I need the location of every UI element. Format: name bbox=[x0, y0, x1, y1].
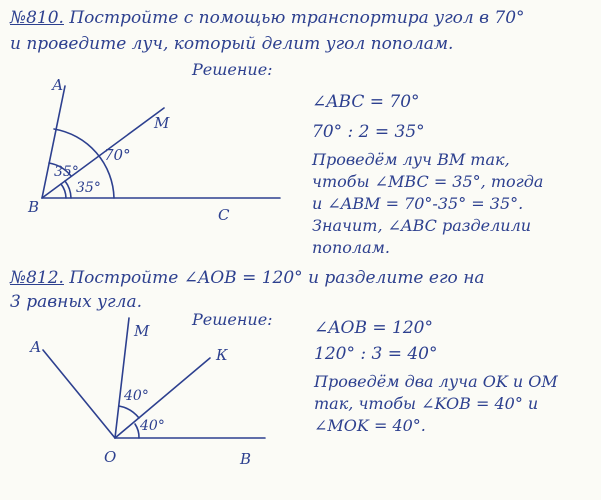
label-812-A: А bbox=[30, 338, 42, 356]
problem-812-line-0: ∠AOB = 120° bbox=[314, 318, 433, 338]
problem-810-statement-1: Постройте с помощью транспортира угол в 70° bbox=[69, 8, 525, 28]
arc-812-lower bbox=[135, 424, 139, 438]
problem-810-statement-2: и проведите луч, который делит угол пополам. bbox=[10, 34, 454, 54]
label-812-M: М bbox=[134, 322, 150, 340]
ray-om bbox=[115, 318, 129, 438]
problem-812-line-2: Проведём два луча OK и OM bbox=[314, 372, 558, 391]
ray-oa bbox=[43, 350, 115, 438]
problem-812-statement-2: 3 равных угла. bbox=[10, 292, 142, 312]
label-810-angle-lower: 35° bbox=[76, 180, 101, 196]
problem-812-solution-heading: Решение: bbox=[192, 310, 273, 329]
problem-810-line-4: и ∠ABM = 70°-35° = 35°. bbox=[312, 194, 524, 213]
label-812-angle-upper: 40° bbox=[124, 388, 149, 404]
label-812-angle-lower: 40° bbox=[140, 418, 165, 434]
problem-812-line-1: 120° : 3 = 40° bbox=[314, 344, 438, 364]
ray-bm bbox=[42, 108, 164, 198]
label-810-M: М bbox=[154, 114, 170, 132]
problem-812-line-3: так, чтобы ∠KOB = 40° и bbox=[314, 394, 539, 413]
label-810-angle-70: 70° bbox=[104, 146, 131, 164]
label-810-B: В bbox=[28, 198, 40, 216]
label-812-O: О bbox=[104, 448, 117, 466]
label-810-A: А bbox=[52, 76, 64, 94]
label-810-C: С bbox=[218, 206, 230, 224]
problem-810-line-1: 70° : 2 = 35° bbox=[312, 122, 425, 142]
problem-812-line-4: ∠MOK = 40°. bbox=[314, 416, 426, 435]
ray-ba bbox=[42, 86, 65, 198]
problem-812-number: №812. bbox=[10, 268, 64, 288]
label-810-angle-upper: 35° bbox=[54, 164, 79, 180]
label-812-K: К bbox=[216, 346, 228, 364]
problem-810-number: №810. bbox=[10, 8, 64, 28]
problem-810-line-0: ∠ABC = 70° bbox=[312, 92, 420, 112]
arc-812-upper bbox=[119, 406, 139, 418]
problem-810-line-6: пополам. bbox=[312, 238, 390, 257]
problem-810-solution-heading: Решение: bbox=[192, 60, 273, 79]
problem-810-line-3: чтобы ∠MBC = 35°, тогда bbox=[312, 172, 544, 191]
problem-812-statement-1: Постройте ∠AOB = 120° и разделите его на bbox=[69, 268, 485, 288]
label-812-B: В bbox=[240, 450, 252, 468]
problem-810-line-5: Значит, ∠ABC разделили bbox=[312, 216, 532, 235]
arc-lower-35-b bbox=[61, 184, 66, 198]
problem-810-line-2: Проведём луч BM так, bbox=[312, 150, 510, 169]
